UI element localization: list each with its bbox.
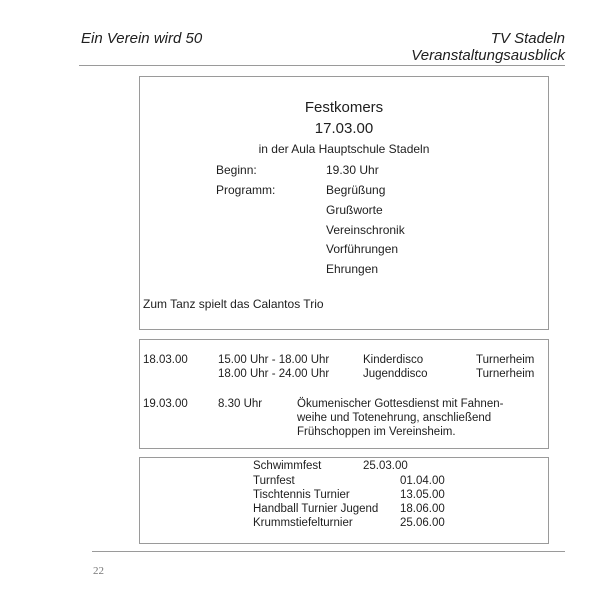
event-time: 15.00 Uhr - 18.00 Uhr bbox=[218, 354, 330, 366]
festkomers-date: 17.03.00 bbox=[314, 120, 374, 137]
program-item: Ehrungen bbox=[326, 262, 379, 276]
program-item: Grußworte bbox=[326, 203, 383, 217]
event-name: Jugenddisco bbox=[363, 368, 428, 380]
program-item: Begrüßung bbox=[326, 183, 386, 197]
begin-value: 19.30 Uhr bbox=[326, 163, 379, 177]
event-time: 18.00 Uhr - 24.00 Uhr bbox=[218, 368, 330, 380]
upcoming-date: 25.03.00 bbox=[363, 460, 408, 472]
upcoming-name: Tischtennis Turnier bbox=[253, 489, 350, 501]
upcoming-date: 01.04.00 bbox=[400, 475, 445, 487]
program-item: Vorführungen bbox=[326, 242, 399, 256]
program-item: Vereinschronik bbox=[326, 223, 405, 237]
upcoming-name: Schwimmfest bbox=[253, 460, 322, 472]
dance-note: Zum Tanz spielt das Calantos Trio bbox=[143, 297, 324, 311]
events-box bbox=[139, 339, 549, 449]
header-rule bbox=[79, 65, 565, 66]
page-number: 22 bbox=[93, 565, 104, 577]
festkomers-title: Festkomers bbox=[304, 99, 384, 116]
upcoming-date: 13.05.00 bbox=[400, 489, 445, 501]
upcoming-name: Handball Turnier Jugend bbox=[253, 503, 379, 515]
event-date: 18.03.00 bbox=[143, 354, 188, 366]
festkomers-box bbox=[139, 76, 549, 330]
header-right-subtitle: Veranstaltungsausblick bbox=[411, 47, 565, 64]
header-left-title: Ein Verein wird 50 bbox=[81, 30, 203, 47]
event-description-line: weihe und Totenehrung, anschließend bbox=[297, 412, 492, 424]
begin-label: Beginn: bbox=[216, 163, 257, 177]
event-name: Kinderdisco bbox=[363, 354, 424, 366]
event-place: Turnerheim bbox=[476, 354, 535, 366]
event-time: 8.30 Uhr bbox=[218, 398, 263, 410]
footer-rule bbox=[92, 551, 565, 552]
event-date: 19.03.00 bbox=[143, 398, 188, 410]
upcoming-date: 25.06.00 bbox=[400, 517, 445, 529]
upcoming-box bbox=[139, 457, 549, 544]
event-place: Turnerheim bbox=[476, 368, 535, 380]
festkomers-location: in der Aula Hauptschule Stadeln bbox=[258, 142, 430, 156]
event-description-line: Frühschoppen im Vereinsheim. bbox=[297, 426, 456, 438]
upcoming-date: 18.06.00 bbox=[400, 503, 445, 515]
event-description-line: Ökumenischer Gottesdienst mit Fahnen- bbox=[297, 398, 504, 410]
header-right-title: TV Stadeln bbox=[490, 30, 565, 47]
program-label: Programm: bbox=[216, 183, 276, 197]
upcoming-name: Turnfest bbox=[253, 475, 295, 487]
upcoming-name: Krummstiefelturnier bbox=[253, 517, 353, 529]
